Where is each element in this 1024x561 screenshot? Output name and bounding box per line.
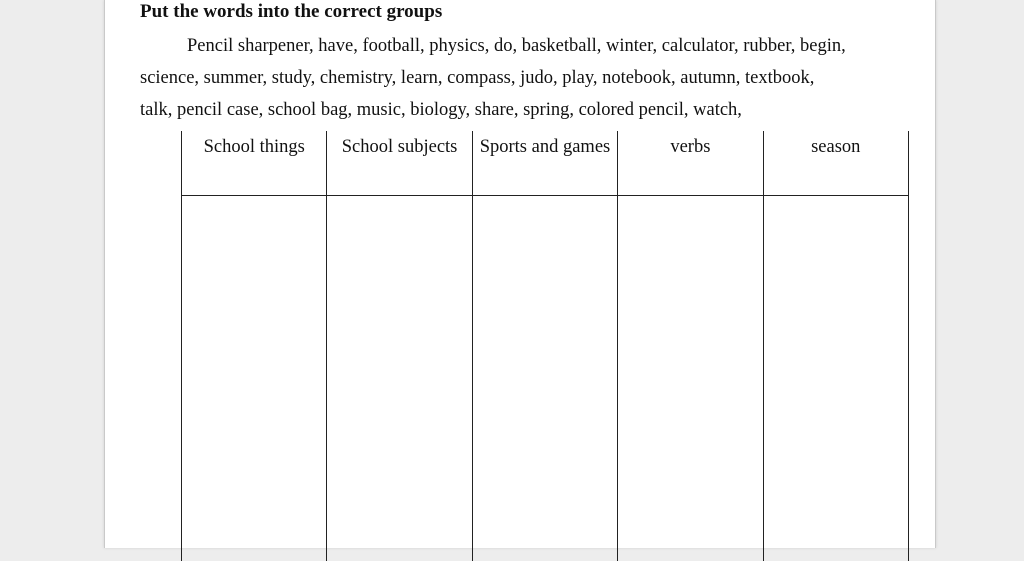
- word-list: [140, 30, 910, 126]
- table-row: [182, 196, 909, 561]
- answer-cell-school-subjects[interactable]: [327, 196, 472, 561]
- answer-cell-sports-and-games[interactable]: [472, 196, 617, 561]
- column-header-school-subjects: School subjects: [327, 131, 472, 196]
- answer-cell-school-things[interactable]: [182, 196, 327, 561]
- document-page: [104, 0, 936, 548]
- exercise-title: Put the words into the correct groups: [140, 1, 442, 23]
- answer-cell-season[interactable]: [763, 196, 908, 561]
- word-list-line: science, summer, study, chemistry, learn, compass, judo, play, notebook, autumn, textbook,: [140, 62, 910, 94]
- column-header-sports-and-games: Sports and games: [472, 131, 617, 196]
- groups-table: [181, 131, 909, 561]
- column-header-season: season: [763, 131, 908, 196]
- column-header-school-things: School things: [182, 131, 327, 196]
- word-list-line: talk, pencil case, school bag, music, biology, share, spring, colored pencil, watch,: [140, 94, 910, 126]
- column-header-verbs: verbs: [618, 131, 763, 196]
- answer-cell-verbs[interactable]: [618, 196, 763, 561]
- table-header-row: [182, 131, 909, 196]
- word-list-line: Pencil sharpener, have, football, physics, do, basketball, winter, calculator, rubber, begin,: [140, 30, 910, 62]
